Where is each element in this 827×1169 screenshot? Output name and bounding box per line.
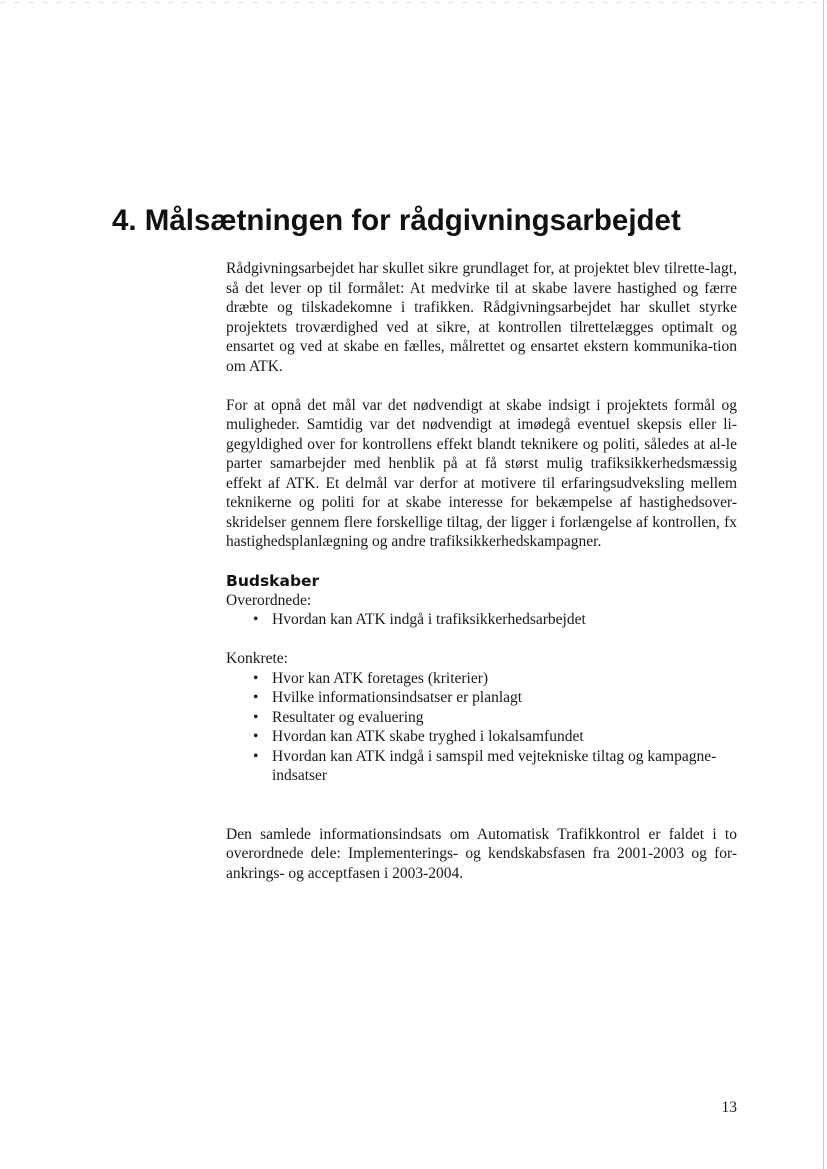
bullet-icon: • [253,669,259,687]
list-item-text: Hvor kan ATK foretages (kriterier) [272,669,489,687]
scan-top-edge [0,2,827,3]
list-item [226,688,737,708]
closing-paragraph: Den samlede informationsindsats om Automatisk Trafikkontrol er faldet i to overordnede dele: Implementerings- og kendskabsfasen fra 2001-2003 og for-ankrings- og acceptfasen i 2003-2004. [226,825,737,882]
list-item [226,610,737,630]
page-number: 13 [721,1099,737,1116]
list-item-text: Hvilke informationsindsatser er planlagt [272,689,523,706]
list-item [226,727,737,747]
bullet-icon: • [253,689,259,706]
bullet-icon: • [253,747,259,765]
bullet-icon: • [253,611,259,628]
chapter-title: 4. Målsætningen for rådgivningsarbejdet [112,204,681,237]
list-item [226,669,737,689]
bullet-list-konkrete [226,669,737,786]
bullet-icon: • [253,708,259,726]
list-item-text: Hvordan kan ATK indgå i trafiksikkerhedsarbejdet [272,611,586,628]
list-item [226,708,737,728]
group-label-overordnede: Overordnede: [226,591,312,609]
list-item [226,747,737,786]
body-paragraph: For at opnå det mål var det nødvendigt at skabe indsigt i projektets formål og muligheder. Samtidig var det nødvendigt at imødegå eventuel skepsis eller li-gegyldighed over for kontrollens effekt blandt teknikere og politi, således at al-le parter samarbejder med henblik på at få størst mulig trafiksikkerhedsmæssig effekt af ATK. Et delmål var derfor at motivere til erfaringsudveksling mellem teknikerne og politi for at skabe interesse for bekæmpelse af hastighedsover-skridelser gennem flere forskellige tiltag, der ligger i forlængelse af kontrollen, fx hastighedsplanlægning og andre trafiksikkerhedskampagner. [226,396,737,550]
list-item-text: Resultater og evaluering [272,708,424,726]
list-item-text: Hvordan kan ATK indgå i samspil med vejtekniske tiltag og kampagne-indsatser [272,747,717,784]
group-label-konkrete: Konkrete: [226,650,288,667]
bullet-list-overordnede [226,610,737,630]
scan-page-edge [823,0,824,1169]
body-paragraph: Rådgivningsarbejdet har skullet sikre grundlaget for, at projektet blev tilrette-lagt, så det lever op til formålet: At medvirke til at skabe lavere hastighed og færre dræbte og tilskadekomne i trafikken. Rådgivningsarbejdet har skullet styrke projektets troværdighed ved at sikre, at kontrollen tilrettelægges optimalt og ensartet og ved at skabe en fælles, målrettet og ensartet ekstern kommunika-tion om ATK. [226,260,737,375]
bullet-icon: • [253,728,259,745]
section-heading: Budskaber [226,571,320,590]
list-item-text: Hvordan kan ATK skabe tryghed i lokalsamfundet [272,728,584,745]
document-body [226,259,737,883]
